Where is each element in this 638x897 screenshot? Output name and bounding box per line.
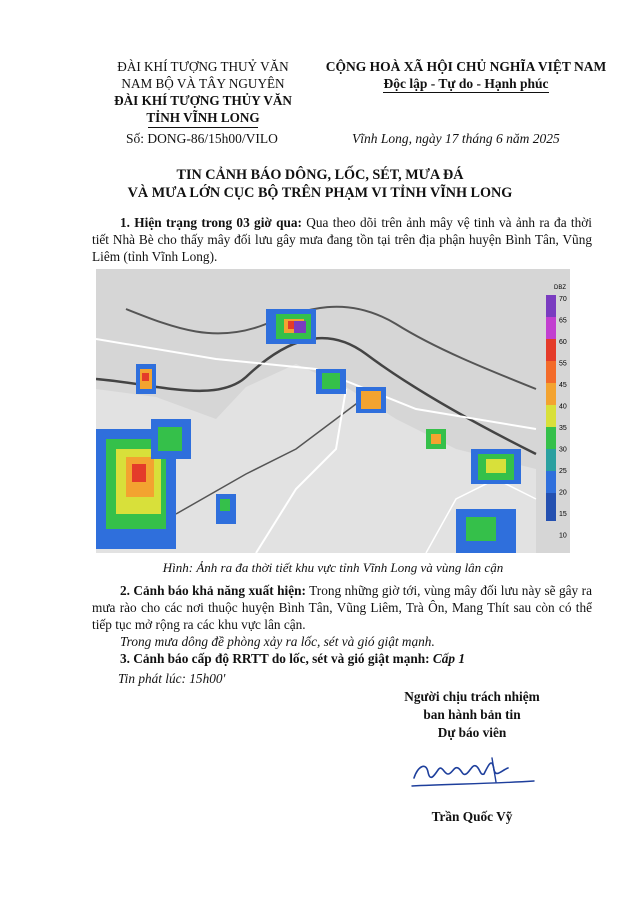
section-2-note: Trong mưa dông đề phòng xảy ra lốc, sét và gió giật mạnh. (120, 634, 435, 649)
national-header (313, 58, 619, 93)
agency-name-line2: TỈNH VĨNH LONG (146, 110, 260, 125)
colorbar-tick-label: 65 (559, 317, 567, 325)
radar-echo-northwest (136, 364, 156, 394)
colorbar-tick-label: 25 (559, 468, 567, 475)
colorbar-tick-label: 10 (559, 532, 567, 540)
signer-role-line1: Người chịu trách nhiệm (404, 689, 540, 704)
colorbar-tick-label: 20 (559, 489, 567, 497)
radar-image (96, 269, 570, 553)
colorbar-tick-label: 15 (559, 511, 567, 518)
section-3 (92, 650, 592, 667)
colorbar-tick-label: 40 (559, 403, 567, 411)
colorbar-tick-label: 30 (559, 446, 567, 454)
national-motto-line1: CỘNG HOÀ XÃ HỘI CHỦ NGHĨA VIỆT NAM (325, 59, 607, 74)
document-title-line1: TIN CẢNH BÁO DÔNG, LỐC, SÉT, MƯA ĐÁ (176, 167, 464, 183)
colorbar-tick-label: 60 (559, 339, 567, 346)
section-1 (92, 214, 592, 265)
agency-name-line1: ĐÀI KHÍ TƯỢNG THỦY VĂN (114, 93, 292, 108)
signer-name: Trần Quốc Vỹ (431, 809, 513, 824)
signer-role-line3: Dự báo viên (437, 725, 507, 740)
section-1-heading: 1. Hiện trạng trong 03 giờ qua: (120, 215, 302, 230)
document-number: Số: DONG-86/15h00/VILO (126, 131, 278, 146)
national-motto-line2: Độc lập - Tự do - Hạnh phúc (383, 76, 549, 91)
agency-divider (148, 127, 258, 128)
handwritten-signature (408, 748, 538, 796)
colorbar-tick-label: 70 (559, 296, 567, 303)
agency-parent-line1: ĐÀI KHÍ TƯỢNG THUỶ VĂN (117, 59, 289, 74)
agency-parent-line2: NAM BỘ VÀ TÂY NGUYÊN (121, 76, 285, 91)
signer-role-line2: ban hành bản tin (423, 707, 521, 722)
radar-map (96, 269, 570, 553)
section-2 (92, 582, 592, 633)
colorbar-unit: DBZ (554, 285, 566, 291)
radar-echo-south (216, 494, 236, 524)
document-title-line2: VÀ MƯA LỚN CỤC BỘ TRÊN PHẠM VI TỈNH VĨNH LONG (127, 185, 513, 201)
section-1-text: Qua theo dõi trên ảnh mây vệ tinh và ảnh ra đa thời tiết Nhà Bè cho thấy mây đối lưu gây mưa đang tồn tại trên địa phận huyện Bình Tân, Vũng Liêm (tỉnh Vĩnh Long). (92, 215, 592, 264)
colorbar-tick-label: 55 (559, 360, 567, 368)
colorbar-tick-label: 35 (559, 425, 567, 432)
issue-time: Tin phát lúc: 15h00' (118, 671, 226, 686)
section-3-heading: 3. Cảnh báo cấp độ RRTT do lốc, sét và gió giật mạnh: (120, 651, 430, 666)
agency-header (88, 58, 318, 128)
section-3-level: Cấp 1 (429, 651, 466, 666)
figure-caption: Hình: Ảnh ra đa thời tiết khu vực tỉnh Vĩnh Long và vùng lân cận (162, 560, 504, 575)
place-date: Vĩnh Long, ngày 17 tháng 6 năm 2025 (352, 131, 560, 146)
colorbar-tick-label: 45 (559, 382, 567, 389)
radar-echo-north (266, 309, 316, 344)
colorbar (546, 295, 556, 521)
section-2-heading: 2. Cảnh báo khả năng xuất hiện: (120, 583, 306, 598)
section-2-text: Trong những giờ tới, vùng mây đối lưu này sẽ gây ra mưa rào cho các nơi thuộc huyện Bình Tân, Vũng Liêm, Trà Ôn, Mang Thít sau còn có thể tiếp tục mở rộng ra các khu vực lân cận. (92, 583, 592, 632)
